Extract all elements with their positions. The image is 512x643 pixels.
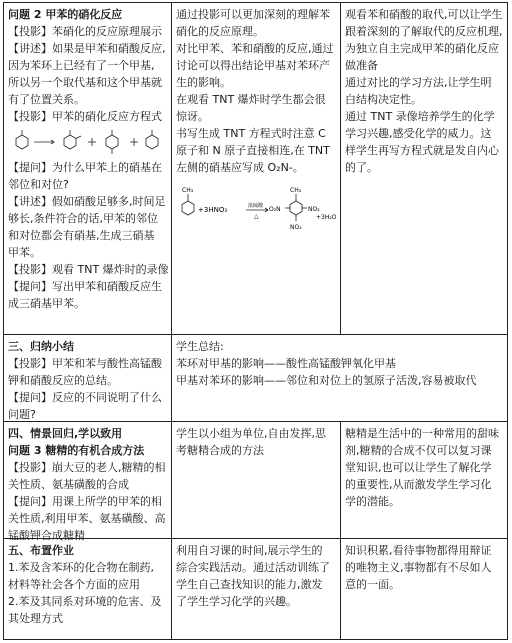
row4-design-intent	[345, 542, 507, 593]
text-line: 【投影】苯硝化的反应原理展示	[8, 25, 162, 38]
section-subheading: 问题 3 糖精的有机合成方法	[8, 444, 145, 457]
text-line: 和对位都会有硝基,生成三硝基	[8, 229, 155, 242]
text-line: 利用自习课的时间,展示学生的	[176, 544, 323, 557]
text-line: 1.苯及含苯环的化合物在制药,	[8, 561, 154, 574]
text-line: 观看苯和硝酸的取代,可以让学生	[345, 8, 503, 21]
text-line: 甲苯。	[8, 246, 41, 259]
row4-student-activity	[176, 542, 338, 610]
text-line: 2.苯及其同系对环境的危害、及	[8, 595, 162, 608]
text-line: 【投影】甲苯的硝化反应方程式	[8, 110, 162, 123]
text-line: 白结构决定性。	[345, 93, 422, 106]
text-line: 有了位置关系。	[8, 93, 85, 106]
text-line: 【投影】甲苯和苯与酸性高锰酸	[8, 357, 162, 370]
column-divider	[340, 421, 341, 640]
text-line: 糖精是生活中的一种常用的甜味	[345, 427, 499, 440]
row1-student-activity	[176, 6, 338, 176]
reagent-label: +3HNO₃	[198, 206, 228, 214]
text-line: 书写生成 TNT 方程式时注意 C	[176, 127, 326, 140]
text-line: 堂知识,也可以让学生了解化学	[345, 461, 492, 474]
text-line: 成三硝基甲苯。	[8, 297, 85, 310]
text-line: 的了。	[345, 161, 378, 174]
text-line: 左侧的硝基应写成 O₂N-。	[176, 161, 304, 174]
bottom-nitro-label: NO₂	[290, 224, 302, 231]
text-line: 因为苯环上已经有了一个甲基,	[8, 59, 155, 72]
text-line: 的重要性,从而激发学生学习化	[345, 478, 492, 491]
row2-student-summary	[176, 338, 506, 389]
text-line: 了学生学习化学的兴趣。	[176, 595, 297, 608]
text-line: 学生自己查找知识的能力,激发	[176, 578, 323, 591]
text-line: 硝化的反应原理。	[176, 25, 264, 38]
text-line: 在观看 TNT 爆炸时学生都会很	[176, 93, 326, 106]
row2-teacher-activity	[8, 338, 170, 423]
text-line: 惊讶。	[176, 110, 209, 123]
text-line: 考糖精合成的方法	[176, 444, 264, 457]
text-line: 学生总结:	[176, 340, 224, 353]
text-line: 剂,糖精的合成不仅可以复习课	[345, 444, 492, 457]
row3-student-activity	[176, 425, 338, 459]
right-nitro-label: NO₂	[308, 206, 320, 213]
section-heading: 三、归纳小结	[8, 340, 74, 353]
text-line: 原子和 N 原子直接相连,在 TNT	[176, 144, 330, 157]
column-divider	[340, 3, 341, 334]
row4-teacher-activity	[8, 542, 170, 627]
product-methyl-label: CH₃	[290, 187, 302, 194]
text-line: 所以另一个取代基和这个甲基就	[8, 76, 162, 89]
text-line: 【讲述】如果是甲苯和硝酸反应,	[8, 42, 166, 55]
text-line: 通过 TNT 录像培养学生的化学	[345, 110, 495, 123]
text-line: 关性质、氨基磺酸的合成	[8, 478, 129, 491]
text-line: 综合实践活动。通过活动训练了	[176, 561, 330, 574]
text-line: 生的影响。	[176, 76, 231, 89]
section-heading: 四、情景回归,学以致用	[8, 427, 123, 440]
text-line: 跟着深刻的了解取代的反应机理,	[345, 25, 503, 38]
text-line: 【提问】为什么甲苯上的硝基在	[8, 161, 162, 174]
text-line: 其处理方式	[8, 612, 63, 625]
text-line: 甲基对苯环的影响——邻位和对位上的氢原子活泼,容易被取代	[176, 374, 477, 387]
text-line: 通过投影可以更加深刻的理解苯	[176, 8, 330, 21]
condition-label: 浓硫酸	[248, 203, 264, 209]
text-line: 对比甲苯、苯和硝酸的反应,通过	[176, 42, 334, 55]
text-line: 为独立自主完成甲苯的硝化反应	[345, 42, 499, 55]
text-line: 意的一面。	[345, 578, 400, 591]
byproduct-label: +3H₂O	[316, 214, 337, 221]
heat-label: △	[254, 213, 259, 220]
section-heading: 问题 2 甲苯的硝化反应	[8, 8, 123, 21]
row1-design-intent	[345, 6, 507, 176]
text-line: 学的潜能。	[345, 495, 400, 508]
text-line: 通过对比的学习方法,让学生明	[345, 76, 492, 89]
structure-images	[8, 125, 170, 159]
text-line: 【提问】写出甲苯和硝酸反应生	[8, 280, 162, 293]
row-divider	[4, 334, 507, 335]
row1-teacher-activity	[8, 6, 170, 312]
column-divider	[171, 3, 172, 640]
toluene-nitration-structures	[8, 125, 168, 159]
text-line: 的唯物主义,事物都有不尽如人	[345, 561, 492, 574]
row3-teacher-activity	[8, 425, 170, 544]
text-line: 邻位和对位?	[8, 178, 69, 191]
section-heading: 五、布置作业	[8, 544, 74, 557]
text-line: 钾和硝酸反应的总结。	[8, 374, 118, 387]
text-line: 学生以小组为单位,自由发挥,思	[176, 427, 326, 440]
text-line: 材料等社会各个方面的应用	[8, 578, 140, 591]
text-line: 关性质,利用甲苯、氨基磺酸、高	[8, 512, 166, 525]
text-line: 锰酸钾合成糖精	[8, 529, 85, 542]
text-line: 讨论可以得出结论甲基对苯环产	[176, 59, 330, 72]
text-line: 苯环对甲基的影响——酸性高锰酸钾氧化甲基	[176, 357, 396, 370]
text-line: 问题?	[8, 408, 36, 421]
text-line: 学习兴趣,感受化学的威力。这	[345, 127, 492, 140]
text-line: 够长,条件符合的话,甲苯的邻位	[8, 212, 158, 225]
text-line: 【提问】反应的不同说明了什么	[8, 391, 162, 404]
text-line: 做准备	[345, 59, 378, 72]
text-line: 【投影】崩大豆的老人,糖精的相	[8, 461, 166, 474]
left-nitro-label: O₂N	[269, 206, 281, 213]
tnt-equation	[176, 181, 338, 241]
text-line: 样学生再写方程式就是发自内心	[345, 144, 499, 157]
text-line: 【讲述】假如硝酸足够多,时间足	[8, 195, 166, 208]
reactant-methyl-label: CH₃	[182, 187, 194, 194]
text-line: 【投影】观看 TNT 爆炸时的录像	[8, 263, 169, 276]
lesson-table	[3, 2, 508, 640]
text-line: 【提问】用课上所学的甲苯的相	[8, 495, 162, 508]
text-line: 知识积累,看待事物都得用辩证	[345, 544, 492, 557]
row3-design-intent	[345, 425, 507, 510]
